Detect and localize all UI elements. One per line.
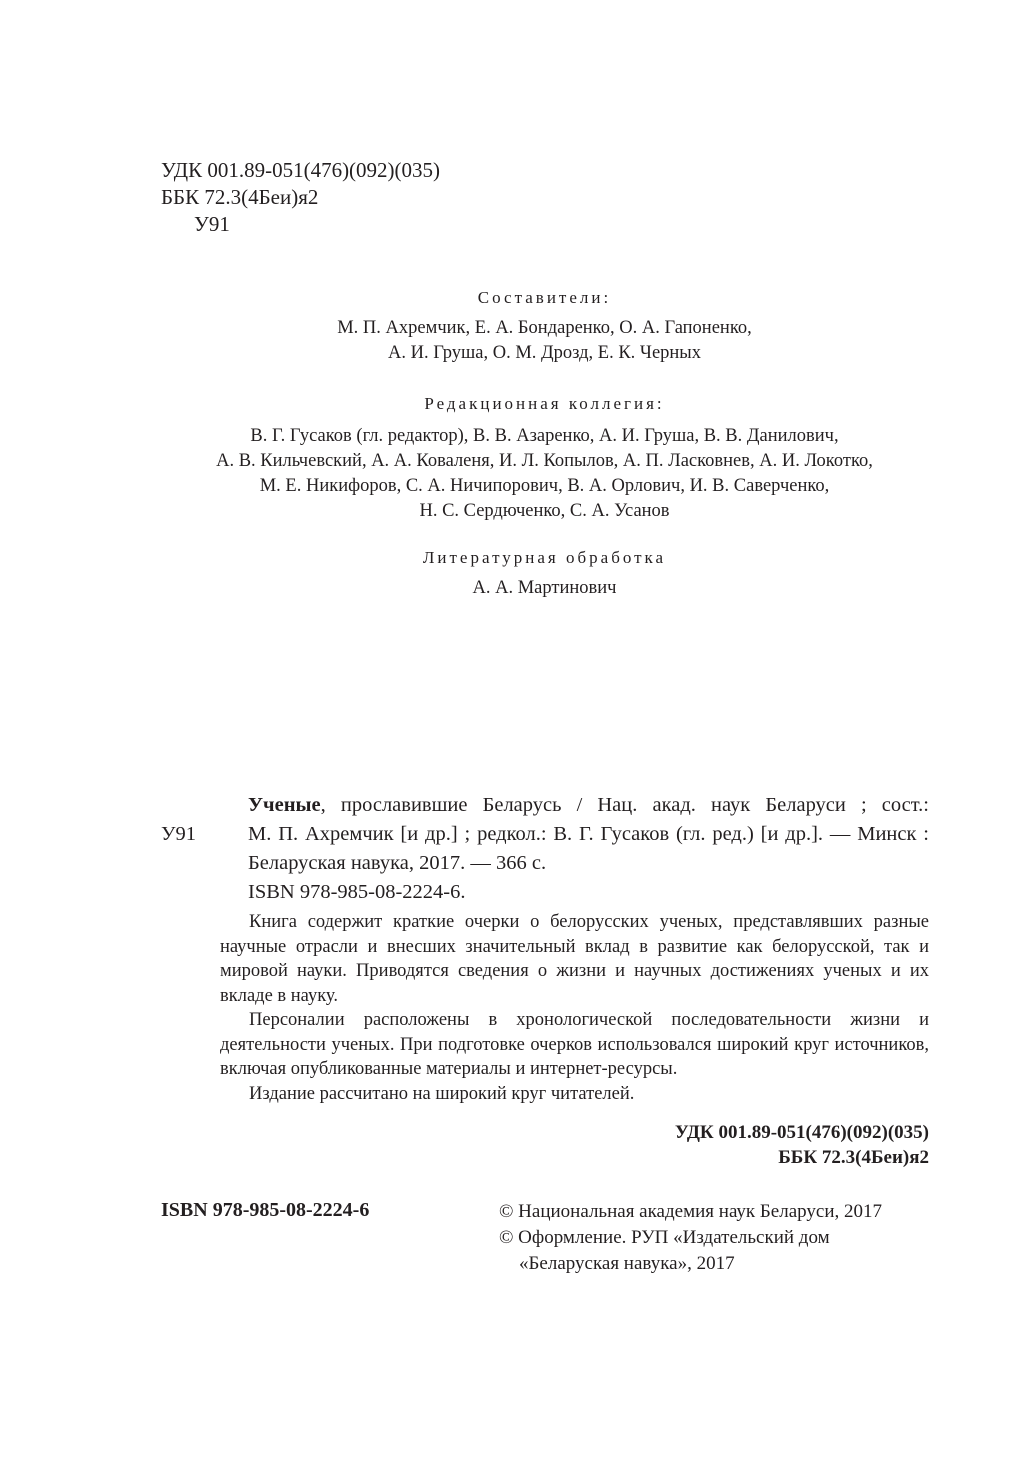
compilers-line-2: А. И. Груша, О. М. Дрозд, Е. К. Черных (388, 343, 701, 363)
abstract-paragraph-1: Книга содержит краткие очерки о белорусских ученых, представлявших разные научные отрасли и внесших значительный вклад в развитие как белорусской, так и мировой науки. Приводятся сведения о жизни и научных достижениях ученых и их вкладе в науку. (220, 912, 929, 1006)
copyright-block (499, 1199, 882, 1277)
catalog-entry (161, 791, 929, 907)
compilers-heading: Составители: (477, 288, 612, 307)
compilers-section (0, 286, 1022, 366)
header-classification (161, 157, 440, 238)
classification-bbk: ББК 72.3(4Беи)я2 (778, 1147, 929, 1168)
board-line-2: А. В. Кильчевский, А. А. Коваленя, И. Л. Копылов, А. П. Ласковнев, А. И. Локотко, (216, 451, 873, 471)
abstract-paragraph-3: Издание рассчитано на широкий круг читателей. (249, 1083, 635, 1104)
catalog-line-1 (248, 791, 929, 820)
compilers-line-1: М. П. Ахремчик, Е. А. Бондаренко, О. А. Гапоненко, (337, 318, 752, 338)
literary-name: А. А. Мартинович (472, 578, 617, 598)
abstract (220, 910, 929, 1106)
board-line-4: Н. С. Сердюченко, С. А. Усанов (419, 501, 670, 521)
header-bbk: ББК 72.3(4Беи)я2 (161, 185, 319, 209)
header-code: У91 (194, 212, 230, 236)
abstract-paragraph-2: Персоналии расположены в хронологической последовательности жизни и деятельности ученых. При подготовке очерков использовался широкий круг источников, включая опубликованные материалы и интернет-ресурсы. (220, 1010, 929, 1079)
classification-block (675, 1120, 929, 1170)
literary-heading: Литературная обработка (422, 548, 667, 567)
header-udk: УДК 001.89-051(476)(092)(035) (161, 158, 441, 182)
board-line-1: В. Г. Гусаков (гл. редактор), В. В. Азаренко, А. И. Груша, В. В. Данилович, (250, 426, 839, 446)
catalog-line-1-rest: , прославившие Беларусь / Нац. акад. наук Беларуси ; сост.: (320, 794, 929, 816)
catalog-code: У91 (161, 823, 197, 845)
catalog-isbn: ISBN 978-985-08-2224-6. (248, 881, 466, 903)
board-heading: Редакционная коллегия: (424, 394, 665, 413)
copyright-line-3: «Беларуская навука», 2017 (519, 1253, 735, 1274)
catalog-line-2: М. П. Ахремчик [и др.] ; редкол.: В. Г. Гусаков (гл. ред.) [и др.]. — Минск : (248, 823, 929, 845)
board-section (0, 392, 1022, 524)
copyright-line-1: © Национальная академия наук Беларуси, 2017 (499, 1201, 882, 1222)
catalog-description (248, 791, 929, 878)
footer-isbn: ISBN 978-985-08-2224-6 (161, 1199, 370, 1221)
board-line-3: М. Е. Никифоров, С. А. Ничипорович, В. А. Орлович, И. В. Саверченко, (259, 476, 830, 496)
copyright-line-2: © Оформление. РУП «Издательский дом (499, 1227, 830, 1248)
literary-section (0, 546, 1022, 601)
catalog-line-3: Беларуская навука, 2017. — 366 с. (248, 852, 547, 874)
classification-udk: УДК 001.89-051(476)(092)(035) (674, 1122, 929, 1143)
catalog-title: Ученые (248, 794, 321, 816)
